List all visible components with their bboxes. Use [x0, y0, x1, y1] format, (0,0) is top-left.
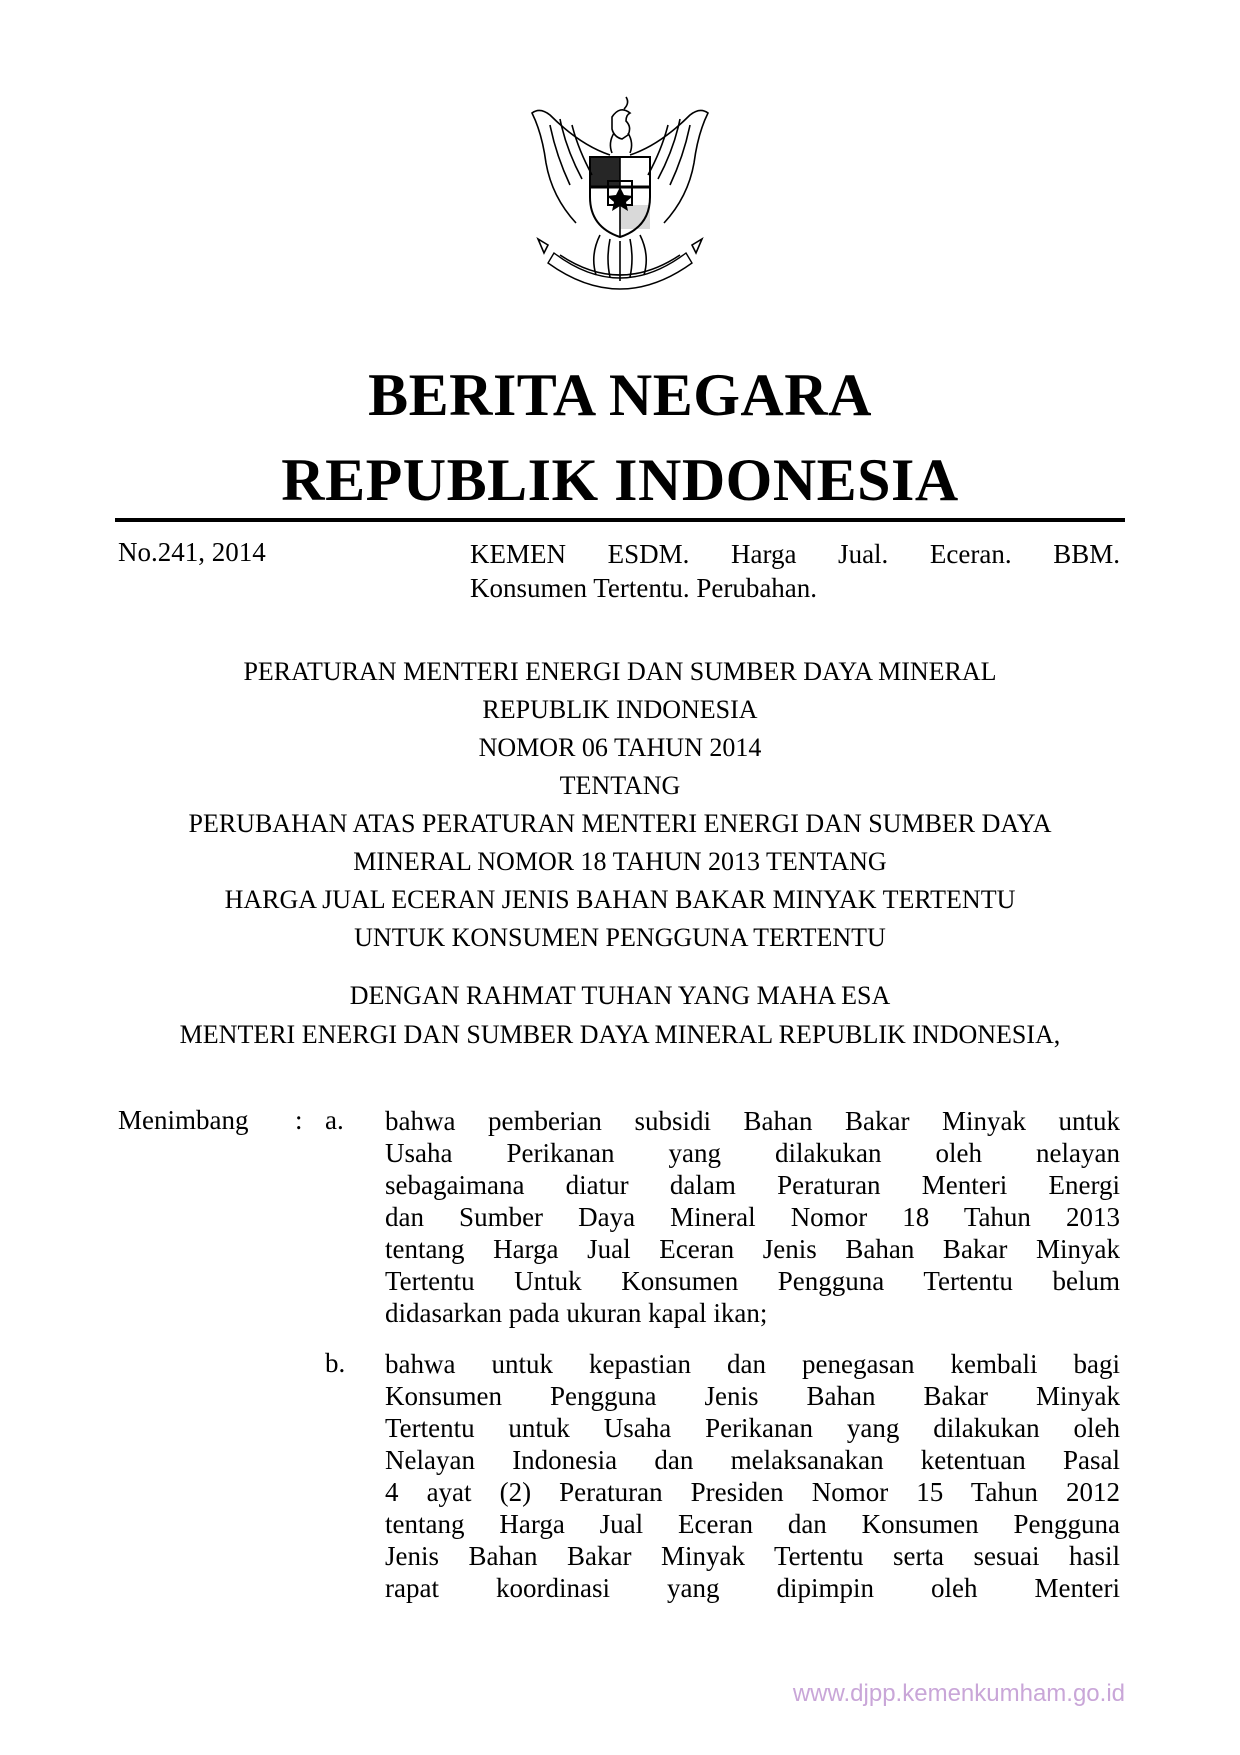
item-line: tentang Harga Jual Eceran dan Konsumen Pengguna: [385, 1509, 1120, 1539]
item-line: bahwa untuk kepastian dan penegasan kembali bagi: [385, 1349, 1120, 1379]
document-subject: [470, 537, 1120, 605]
heading-line: PERUBAHAN ATAS PERATURAN MENTERI ENERGI DAN SUMBER DAYA: [188, 809, 1052, 838]
item-line: sebagaimana diatur dalam Peraturan Menteri Energi: [385, 1170, 1120, 1200]
masthead-subtitle: REPUBLIK INDONESIA: [281, 447, 959, 513]
heading-line: UNTUK KONSUMEN PENGGUNA TERTENTU: [354, 923, 886, 952]
document-number: No.241, 2014: [118, 537, 266, 567]
footer-website-url[interactable]: www.djpp.kemenkumham.go.id: [792, 1680, 1125, 1707]
heading-line: REPUBLIK INDONESIA: [482, 695, 758, 724]
item-line: tentang Harga Jual Eceran Jenis Bahan Bakar Minyak: [385, 1234, 1120, 1264]
heading-line: TENTANG: [559, 771, 681, 800]
regulation-heading: [100, 653, 1140, 957]
item-letter: b.: [325, 1348, 346, 1378]
heading-line: MINERAL NOMOR 18 TAHUN 2013 TENTANG: [353, 847, 887, 876]
subject-line: KEMEN ESDM. Harga Jual. Eceran. BBM.: [470, 539, 1120, 569]
item-letter: a.: [325, 1105, 344, 1135]
item-line: 4 ayat (2) Peraturan Presiden Nomor 15 Tahun 2012: [385, 1477, 1120, 1507]
heading-line: PERATURAN MENTERI ENERGI DAN SUMBER DAYA MINERAL: [243, 657, 997, 686]
item-line: dan Sumber Daya Mineral Nomor 18 Tahun 2013: [385, 1202, 1120, 1232]
preamble-invocation: DENGAN RAHMAT TUHAN YANG MAHA ESA: [349, 981, 891, 1010]
item-line: bahwa pemberian subsidi Bahan Bakar Minyak untuk: [385, 1106, 1120, 1136]
item-line: Nelayan Indonesia dan melaksanakan ketentuan Pasal: [385, 1445, 1120, 1475]
item-line: rapat koordinasi yang dipimpin oleh Menteri: [385, 1573, 1120, 1603]
masthead-title: BERITA NEGARA: [368, 362, 872, 428]
masthead-divider: [115, 518, 1125, 522]
subject-line: Konsumen Tertentu. Perubahan.: [470, 573, 818, 603]
item-line: Tertentu Untuk Konsumen Pengguna Tertentu belum: [385, 1266, 1120, 1296]
menimbang-label: Menimbang: [118, 1105, 249, 1135]
consideration-item-a: [385, 1105, 1120, 1329]
item-line: Usaha Perikanan yang dilakukan oleh nelayan: [385, 1138, 1120, 1168]
garuda-emblem-icon: [520, 95, 720, 305]
item-line: didasarkan pada ukuran kapal ikan;: [385, 1298, 768, 1328]
heading-line: HARGA JUAL ECERAN JENIS BAHAN BAKAR MINYAK TERTENTU: [224, 885, 1016, 914]
heading-line: NOMOR 06 TAHUN 2014: [478, 733, 762, 762]
item-line: Jenis Bahan Bakar Minyak Tertentu serta sesuai hasil: [385, 1541, 1120, 1571]
garuda-pancasila-emblem: [520, 95, 720, 305]
item-line: Tertentu untuk Usaha Perikanan yang dilakukan oleh: [385, 1413, 1120, 1443]
item-line: Konsumen Pengguna Jenis Bahan Bakar Minyak: [385, 1381, 1120, 1411]
consideration-item-b: [385, 1348, 1120, 1604]
preamble-authority: MENTERI ENERGI DAN SUMBER DAYA MINERAL REPUBLIK INDONESIA,: [179, 1020, 1061, 1049]
menimbang-colon: :: [295, 1105, 303, 1135]
